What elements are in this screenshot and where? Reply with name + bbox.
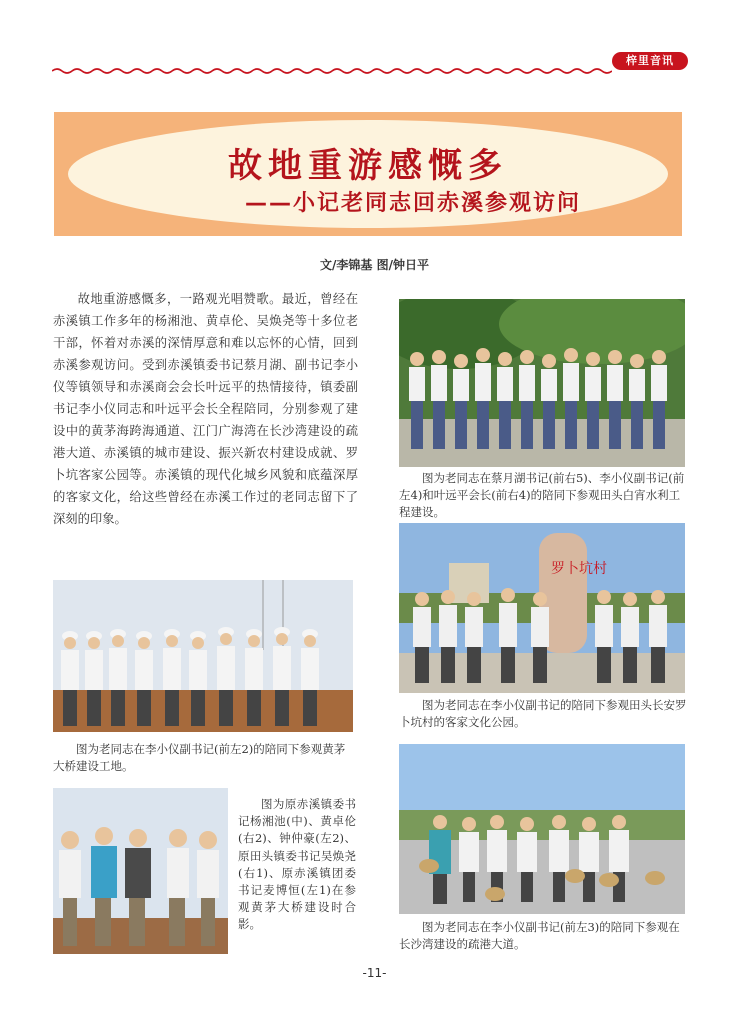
- photo-former-leaders: [53, 788, 228, 954]
- section-badge: 梓里音讯: [612, 52, 688, 70]
- stone-inscription: 罗卜坑村: [551, 561, 607, 577]
- photo-bridge-site-group: [53, 580, 353, 732]
- article-title: 故地重游感慨多: [228, 146, 508, 186]
- article-subtitle: ——小记老同志回赤溪参观访问: [244, 191, 581, 216]
- byline: 文/李锦基 图/钟日平: [320, 258, 429, 272]
- caption-photo-hakka-park: 图为老同志在李小仪副书记的陪同下参观田头长安罗卜坑村的客家文化公园。: [399, 698, 687, 729]
- photo-port-road-group: [399, 744, 685, 914]
- title-banner: [54, 112, 682, 236]
- photo-hakka-park-group: [399, 523, 685, 693]
- article-body: 故地重游感慨多，一路观光唱赞歌。最近，曾经在赤溪镇工作多年的杨湘池、黄卓伦、吴焕尧等十多位老干部，怀着对赤溪的深情厚意和难以忘怀的心情，回到赤溪参观访问。受到赤溪镇委书记蔡月湖、副书记李小仪等镇领导和赤溪商会会长叶远平的热情接待，镇委副书记李小仪同志和叶远平会长全程陪同，分别参观了建设中的黄茅海跨海通道、江门广海湾在长沙湾建设的疏港大道、赤溪镇的城市建设、振兴新农村建设成就、罗卜坑客家公园等。赤溪镇的现代化城乡风貌和底蕴深厚的客家文化，给这些曾经在赤溪工作过的老同志留下了深刻的印象。: [53, 292, 358, 526]
- caption-photo-water-project: 图为老同志在蔡月湖书记(前右5)、李小仪副书记(前左4)和叶远平会长(前右4)的陪同下参观田头白宵水利工程建设。: [399, 471, 685, 519]
- caption-photo-bridge-site: 图为老同志在李小仪副书记(前左2)的陪同下参观黄茅大桥建设工地。: [53, 742, 346, 773]
- photo-water-project-group: [399, 299, 685, 467]
- header-wave-divider: [52, 67, 612, 75]
- page-number: -11-: [362, 966, 387, 980]
- caption-photo-port-road: 图为老同志在李小仪副书记(前左3)的陪同下参观在长沙湾建设的疏港大道。: [399, 920, 680, 951]
- caption-photo-former-leaders: 图为原赤溪镇委书记杨湘池(中)、黄卓伦(右2)、钟仲豪(左2)、原田头镇委书记吴焕尧(右1)、原赤溪镇团委书记麦博恒(左1)在参观黄茅大桥建设时合影。: [238, 797, 356, 932]
